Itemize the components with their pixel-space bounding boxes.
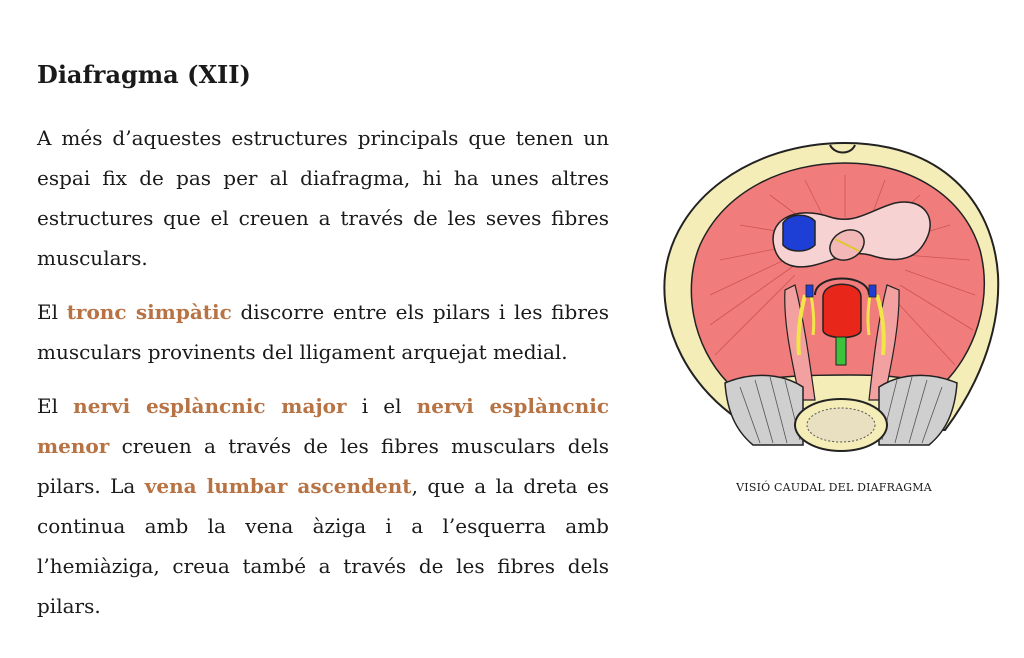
thoracic-duct [836, 337, 846, 365]
text-segment: discorre entre els pilars i les fibres musculars provinents del lligament arquejat medial. [37, 300, 609, 364]
paragraph-intro: A més d’aquestes estructures principals que tenen un espai fix de pas per al diafragma, hi ha unes altres estructures que el creuen a través de les seves fibres musculars. [37, 126, 609, 270]
text-segment: creuen a través de les fibres musculars dels pilars. La [37, 434, 609, 498]
paragraph-splanchnic [37, 386, 609, 626]
diaphragm-illustration [655, 125, 1010, 455]
term-nervi-esplancnic-major: nervi esplàncnic major [73, 394, 347, 418]
term-vena-lumbar-ascendent: vena lumbar ascendent [144, 474, 412, 498]
paragraph-sympathetic-trunk [37, 292, 609, 372]
diaphragm-drawing [655, 125, 1010, 455]
vertebral-body-inner [807, 408, 875, 442]
lumbar-vein-right [806, 285, 813, 297]
lumbar-vein-left [869, 285, 876, 297]
text-segment: El [37, 394, 74, 418]
term-nervi-esplancnic-menor: nervi esplàncnic menor [37, 394, 610, 458]
figure-caption: VISIÓ CAUDAL DEL DIAFRAGMA [736, 481, 932, 494]
text-segment: i el [346, 394, 417, 418]
text-segment: , que a la dreta es continua amb la vena àziga i a l’esquerra amb l’hemiàziga, creua també a través de les fibres dels pilars. [37, 474, 610, 618]
page-title: Diafragma (XII) [37, 60, 251, 89]
body-text [37, 118, 609, 640]
term-tronc-simpatic: tronc simpàtic [66, 300, 232, 324]
inferior-vena-cava [783, 215, 815, 251]
text-segment: El [37, 300, 67, 324]
aorta [823, 284, 861, 337]
